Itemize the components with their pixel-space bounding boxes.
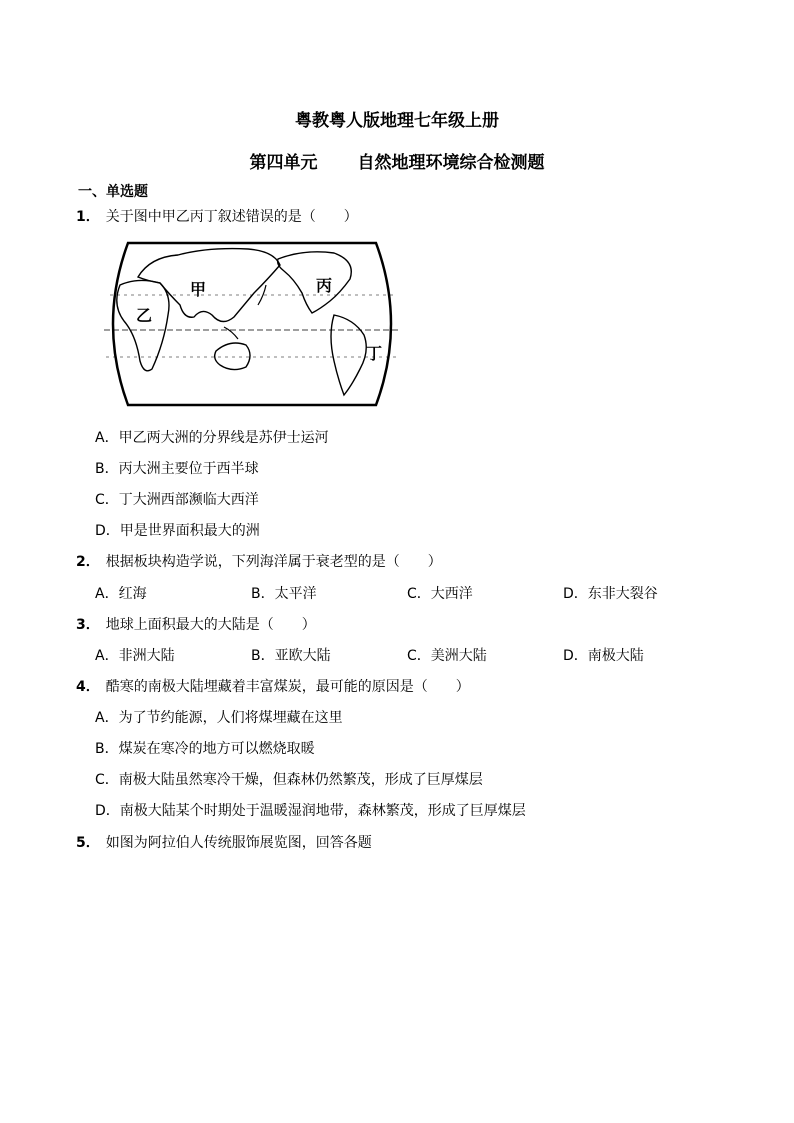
option-3a: A．非洲大陆 (95, 648, 175, 664)
options-row-2 (95, 583, 719, 603)
section-heading: 一、单选题 (78, 184, 148, 200)
question-text: 如图为阿拉伯人传统服饰展览图，回答各题 (105, 835, 372, 851)
option-3b: B．亚欧大陆 (251, 648, 331, 664)
unit-label: 第四单元 (249, 153, 318, 173)
map-label-yi: 乙 (136, 306, 153, 325)
question-3 (76, 614, 316, 634)
option-2a: A．红海 (95, 586, 147, 602)
question-text: 酷寒的南极大陆埋藏着丰富煤炭，最可能的原因是（ ） (105, 679, 470, 695)
world-map-figure (98, 235, 406, 413)
option-1d: D．甲是世界面积最大的洲 (95, 523, 260, 539)
option-1b: B．丙大洲主要位于西半球 (95, 461, 259, 477)
option-1a: A．甲乙两大洲的分界线是苏伊士运河 (95, 430, 329, 446)
option-1c: C．丁大洲西部濒临大西洋 (95, 492, 259, 508)
option-4c: C．南极大陆虽然寒冷干燥，但森林仍然繁茂，形成了巨厚煤层 (95, 772, 483, 788)
unit-topic: 自然地理环境综合检测题 (357, 153, 545, 173)
question-text: 关于图中甲乙丙丁叙述错误的是（ ） (105, 209, 358, 225)
question-number: 2． (76, 554, 100, 570)
question-text: 根据板块构造学说，下列海洋属于衰老型的是（ ） (105, 554, 442, 570)
question-5 (76, 832, 372, 852)
option-2c: C．大西洋 (407, 586, 473, 602)
map-label-jia: 甲 (190, 280, 207, 299)
document-subtitle (0, 148, 794, 173)
option-3c: C．美洲大陆 (407, 648, 487, 664)
options-row-3 (95, 645, 719, 665)
option-2d: D．东非大裂谷 (563, 586, 658, 602)
question-4 (76, 676, 470, 696)
option-2b: B．太平洋 (251, 586, 317, 602)
document-title: 粤教粤人版地理七年级上册 (295, 111, 499, 131)
question-text: 地球上面积最大的大陆是（ ） (105, 617, 316, 633)
question-2 (76, 551, 442, 571)
map-label-bing: 丙 (316, 276, 333, 295)
question-number: 3． (76, 617, 100, 633)
option-4a: A．为了节约能源，人们将煤埋藏在这里 (95, 710, 343, 726)
option-4b: B．煤炭在寒冷的地方可以燃烧取暖 (95, 741, 315, 757)
option-4d: D．南极大陆某个时期处于温暖湿润地带，森林繁茂，形成了巨厚煤层 (95, 803, 526, 819)
map-label-ding: 丁 (366, 344, 383, 363)
question-number: 5． (76, 835, 100, 851)
question-number: 4． (76, 679, 100, 695)
question-1 (76, 206, 358, 226)
question-number: 1． (76, 209, 100, 225)
option-3d: D．南极大陆 (563, 648, 644, 664)
